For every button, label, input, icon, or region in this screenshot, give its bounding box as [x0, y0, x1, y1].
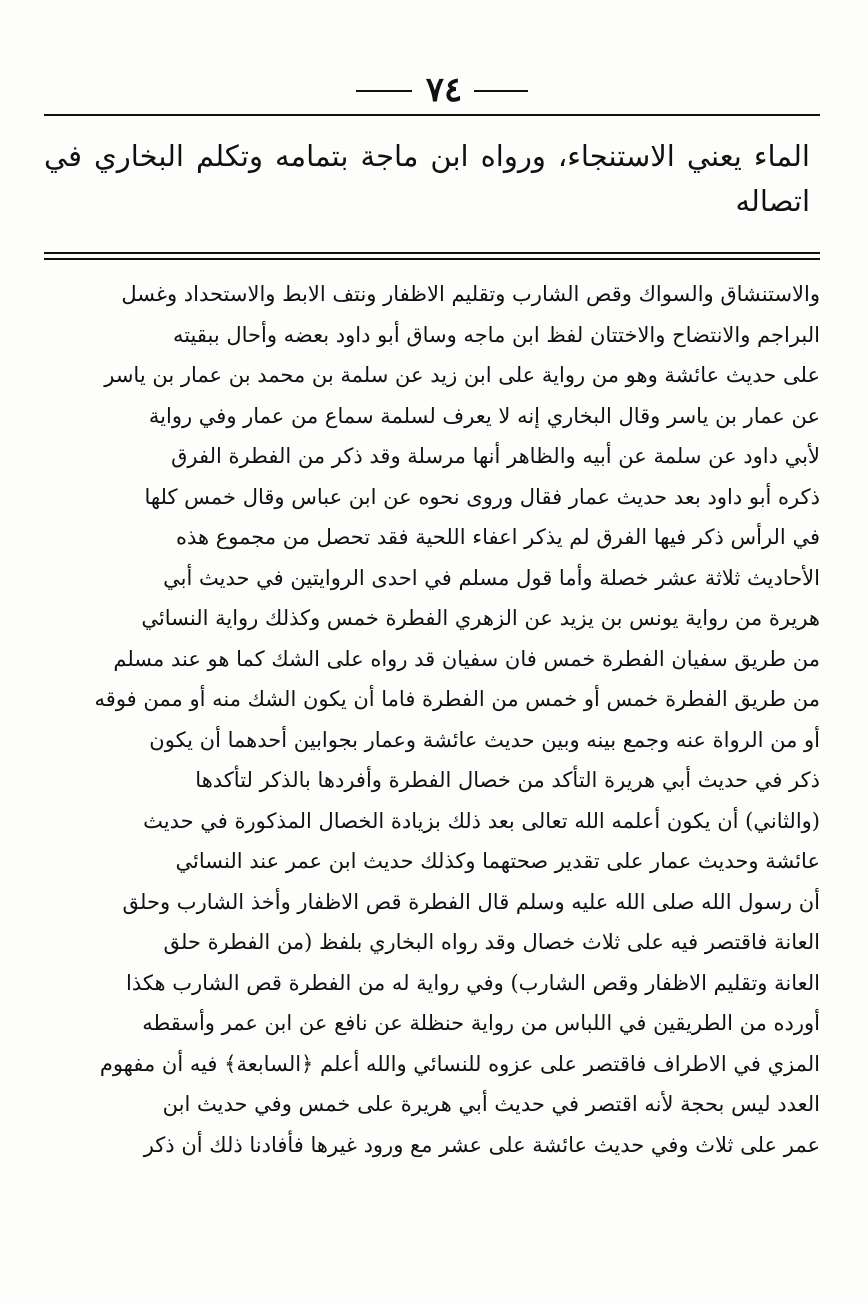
commentary-line: والاستنشاق والسواك وقص الشارب وتقليم الاظفار ونتف الابط والاستحداد وغسل	[121, 282, 820, 306]
page-header	[44, 58, 820, 114]
commentary-line: أورده من الطريقين في اللباس من رواية حنظلة عن نافع عن ابن عمر وأسقطه	[142, 1011, 820, 1035]
commentary-section	[44, 274, 820, 1165]
commentary-line: (والثاني) أن يكون أعلمه الله تعالى بعد ذلك بزيادة الخصال المذكورة في حديث	[143, 808, 820, 833]
commentary-line: من طريق الفطرة خمس أو خمس من الفطرة فاما أن يكون الشك منه أو ممن فوقه	[94, 687, 820, 711]
commentary-line: البراجم والانتضاح والاختتان لفظ ابن ماجه وساق أبو داود بعضه وأحال ببقيته	[172, 322, 820, 347]
section-divider	[44, 252, 820, 260]
commentary-line: الأحاديث ثلاثة عشر خصلة وأما قول مسلم في احدى الروايتين في حديث أبي	[163, 565, 820, 590]
header-dash-left	[356, 90, 412, 92]
commentary-line: أو من الرواة عنه وجمع بينه وبين حديث عائشة وعمار بجوابين أحدهما أن يكون	[149, 727, 820, 752]
commentary-line: العانة فاقتصر فيه على ثلاث خصال وقد رواه البخاري بلفظ (من الفطرة حلق	[163, 930, 820, 954]
header-rule	[44, 114, 820, 116]
commentary-line: من طريق سفيان الفطرة خمس فان سفيان قد رواه على الشك كما هو عند مسلم	[113, 646, 820, 671]
commentary-line: المزي في الاطراف فاقتصر على عزوه للنسائي والله أعلم ﴿السابعة﴾ فيه أن مفهوم	[99, 1051, 820, 1076]
commentary-line: على حديث عائشة وهو من رواية على ابن زيد عن سلمة بن محمد بن عمار بن ياسر	[104, 363, 820, 387]
commentary-line: لأبي داود عن سلمة عن أبيه والظاهر أنها مرسلة وقد ذكر من الفطرة الفرق	[171, 444, 820, 468]
commentary-line: عائشة وحديث عمار على تقدير صحتهما وكذلك حديث ابن عمر عند النسائي	[175, 849, 820, 873]
commentary-line: العانة وتقليم الاظفار وقص الشارب) وفي رواية له من الفطرة قص الشارب هكذا	[126, 970, 820, 995]
commentary-line: عن عمار بن ياسر وقال البخاري إنه لا يعرف لسلمة سماع من عمار وفي رواية	[148, 403, 820, 428]
header-dash-right	[474, 90, 528, 92]
page-number: ٧٤	[425, 70, 463, 110]
commentary-line: ذكره أبو داود بعد حديث عمار فقال وروى نحوه عن ابن عباس وقال خمس كلها	[144, 484, 820, 509]
commentary-line: العدد ليس بحجة لأنه اقتصر في حديث أبي هريرة على خمس وفي حديث ابن	[162, 1092, 820, 1116]
main-text: الماء يعني الاستنجاء، ورواه ابن ماجة بتمامه وتكلم البخاري في اتصاله	[44, 139, 810, 218]
commentary-line: هريرة من رواية يونس بن يزيد عن الزهري الفطرة خمس وكذلك رواية النسائي	[141, 606, 820, 630]
commentary-line: أن رسول الله صلى الله عليه وسلم قال الفطرة قص الاظفار وأخذ الشارب وحلق	[122, 889, 820, 914]
commentary-line: ذكر في حديث أبي هريرة التأكد من خصال الفطرة وأفردها بالذكر لتأكدها	[195, 768, 820, 792]
commentary-line: عمر على ثلاث وفي حديث عائشة على عشر مع ورود غيرها فأفادنا ذلك أن ذكر	[143, 1132, 820, 1157]
commentary-line: في الرأس ذكر فيها الفرق لم يذكر اعفاء اللحية فقد تحصل من مجموع هذه	[175, 525, 820, 549]
